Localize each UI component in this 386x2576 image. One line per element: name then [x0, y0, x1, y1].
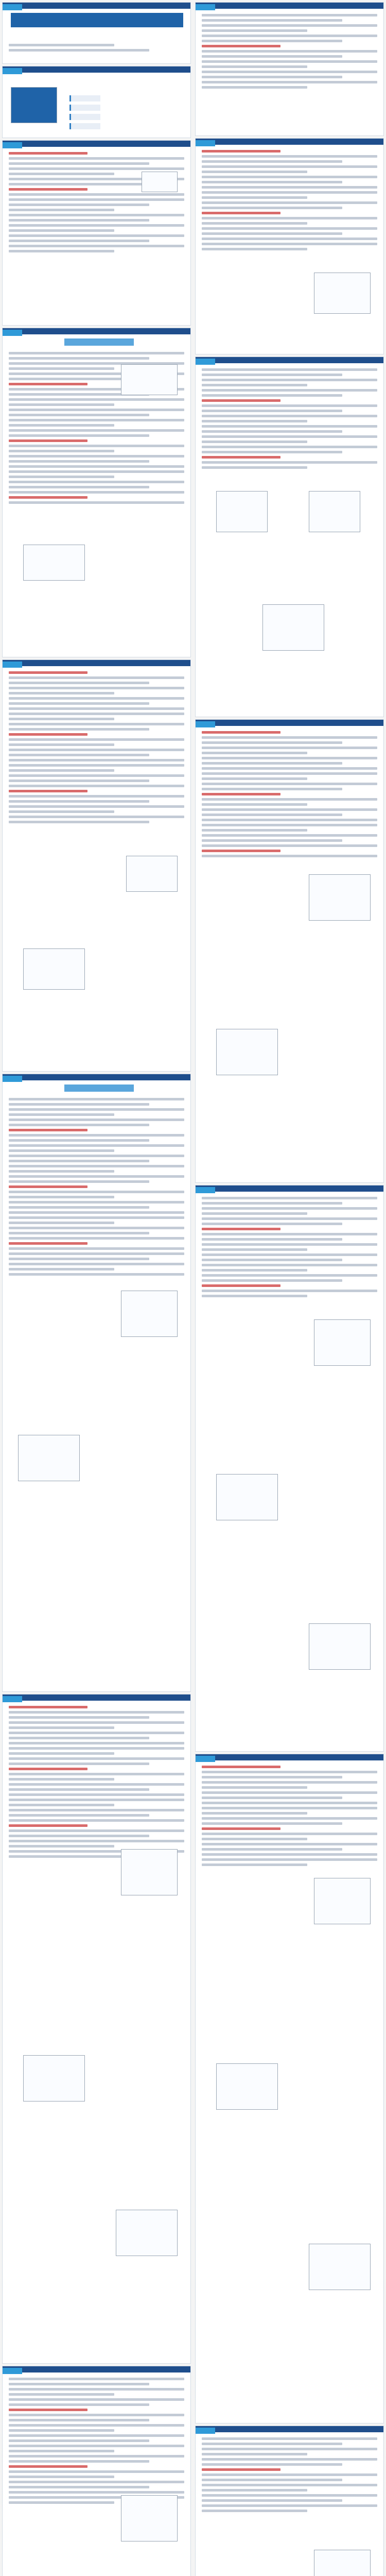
diagram — [309, 1623, 371, 1670]
diagram — [23, 948, 85, 990]
slide-header — [3, 3, 190, 9]
diagram — [18, 1435, 80, 1481]
section-heading — [64, 338, 134, 346]
content-slide — [195, 357, 384, 717]
outline-slide — [2, 66, 191, 138]
diagram — [126, 856, 178, 892]
diagram — [142, 172, 178, 192]
content-slide — [2, 140, 191, 326]
cover-image — [11, 87, 57, 123]
header-mark — [3, 4, 22, 10]
diagram — [314, 273, 371, 314]
content-slide — [2, 659, 191, 1072]
diagram — [216, 491, 268, 532]
diagram — [309, 2244, 371, 2290]
diagram — [216, 2063, 278, 2110]
diagram — [314, 2550, 371, 2576]
cover-slide — [2, 2, 191, 64]
diagram — [121, 1849, 178, 1895]
content-slide — [195, 1185, 384, 1752]
content-slide — [195, 2426, 384, 2576]
outline-item[interactable] — [69, 123, 100, 129]
content-slide — [2, 328, 191, 657]
diagram — [216, 1029, 278, 1075]
content-slide — [2, 1694, 191, 2364]
diagram — [216, 1474, 278, 1520]
outline-item[interactable] — [69, 114, 100, 120]
diagram — [23, 545, 85, 581]
diagram — [314, 1319, 371, 1366]
section-heading — [64, 1084, 134, 1092]
diagram — [309, 491, 360, 532]
content-slide — [195, 138, 384, 354]
outline-menu — [69, 95, 100, 132]
outline-item[interactable] — [69, 95, 100, 101]
content-slide — [2, 2366, 191, 2576]
diagram — [121, 2495, 178, 2541]
content-slide — [2, 1074, 191, 1692]
diagram — [309, 874, 371, 921]
content-slide — [195, 2, 384, 136]
cover-title — [11, 13, 183, 27]
diagram — [116, 2210, 178, 2256]
outline-item[interactable] — [69, 105, 100, 111]
diagram — [121, 1291, 178, 1337]
content-slide — [195, 719, 384, 1183]
content-slide — [195, 1754, 384, 2424]
diagram — [121, 364, 178, 395]
diagram — [314, 1878, 371, 1924]
diagram — [23, 2055, 85, 2102]
diagram — [262, 604, 324, 651]
